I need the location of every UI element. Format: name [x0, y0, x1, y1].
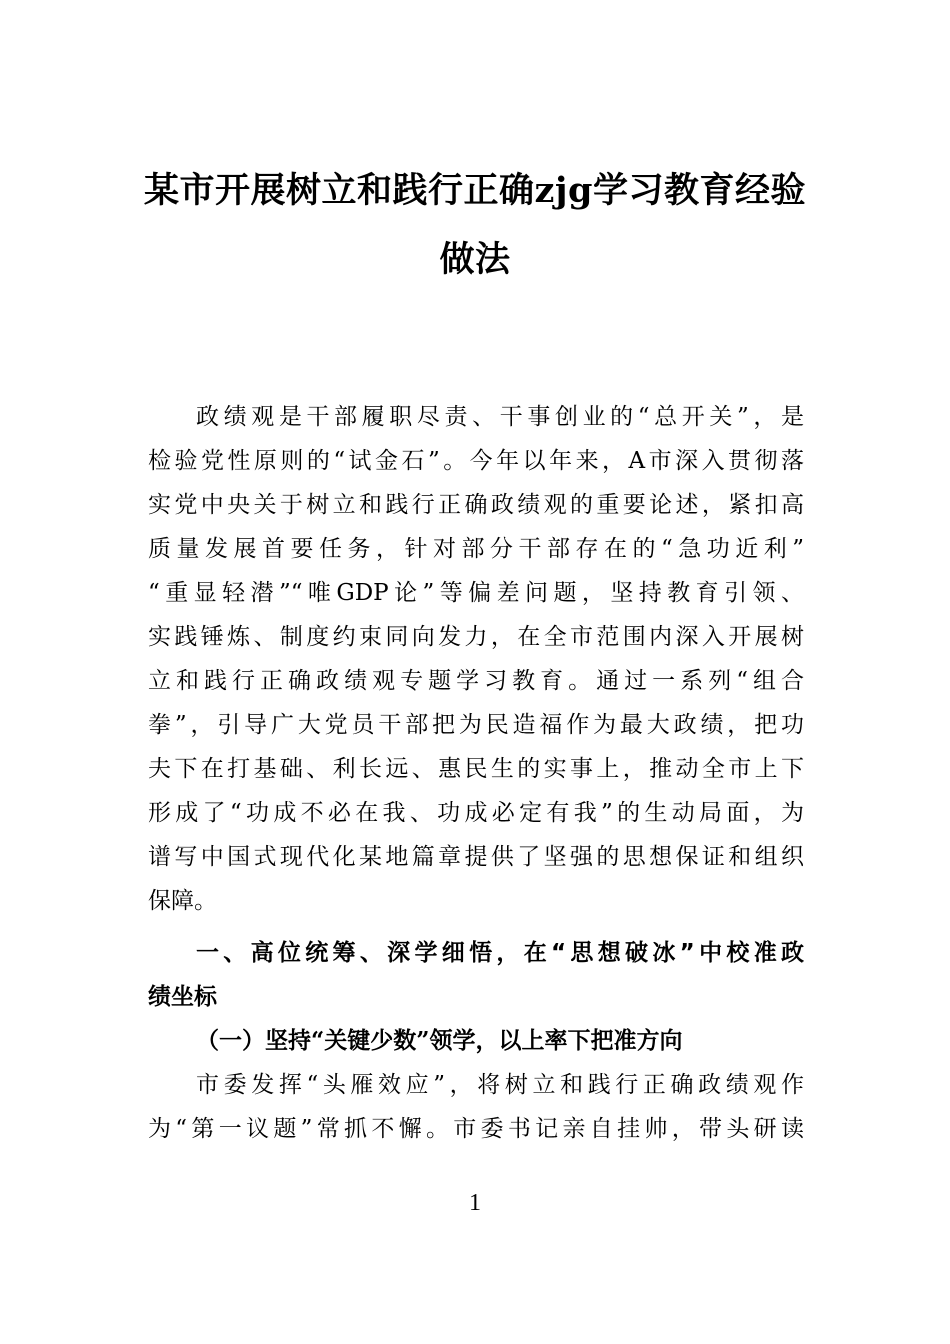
paragraph-line: “重显轻潜”“唯GDP论”等偏差问题，坚持教育引领、 [148, 580, 804, 606]
subsection-1-heading: （一）坚持“关键少数”领学，以上率下把准方向 [196, 1027, 683, 1054]
paragraph-line: 保障。 [148, 888, 217, 914]
paragraph-line: 谱写中国式现代化某地篇章提供了坚强的思想保证和组织 [148, 844, 804, 870]
paragraph-line: 质量发展首要任务，针对部分干部存在的“急功近利” [148, 536, 804, 562]
document-title-line-1: 某市开展树立和践行正确zjg学习教育经验 [143, 170, 806, 211]
section-heading-line: 一、高位统筹、深学细悟，在“思想破冰”中校准政 [196, 940, 804, 966]
paragraph-line: 拳”，引导广大党员干部把为民造福作为最大政绩，把功 [148, 712, 804, 738]
paragraph-line: 立和践行正确政绩观专题学习教育。通过一系列“组合 [148, 668, 804, 694]
document-title-line-2: 做法 [439, 239, 511, 280]
paragraph-line: 实党中央关于树立和践行正确政绩观的重要论述，紧扣高 [148, 492, 804, 518]
paragraph-line: 政绩观是干部履职尽责、干事创业的“总开关”，是 [196, 404, 804, 430]
paragraph-line: 夫下在打基础、利长远、惠民生的实事上，推动全市上下 [148, 756, 804, 782]
paragraph-line: 实践锤炼、制度约束同向发力，在全市范围内深入开展树 [148, 624, 804, 650]
paragraph-line: 检验党性原则的“试金石”。今年以年来，A市深入贯彻落 [148, 448, 804, 474]
page-number: 1 [469, 1190, 481, 1216]
paragraph-line: 市委发挥“头雁效应”，将树立和践行正确政绩观作 [196, 1072, 804, 1098]
section-heading-line: 绩坐标 [148, 984, 217, 1010]
paragraph-line: 为“第一议题”常抓不懈。市委书记亲自挂帅，带头研读 [148, 1116, 804, 1142]
paragraph-line: 形成了“功成不必在我、功成必定有我”的生动局面，为 [148, 800, 804, 826]
